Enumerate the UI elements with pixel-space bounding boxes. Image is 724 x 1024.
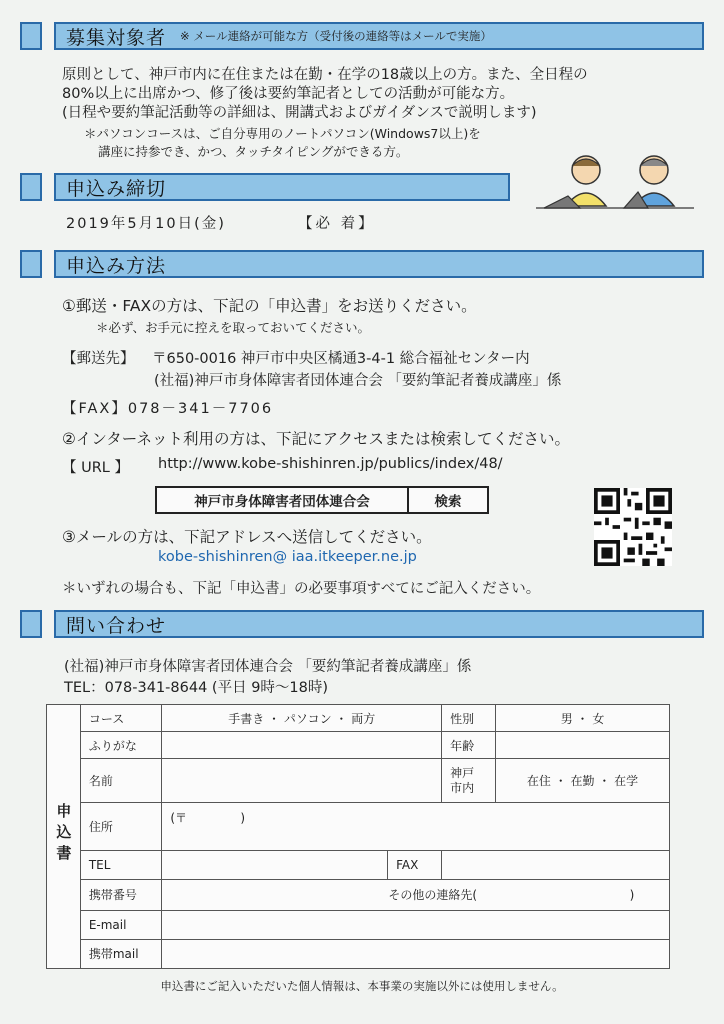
gender-label: 性別: [442, 705, 496, 732]
qr-code-icon[interactable]: [594, 488, 672, 566]
other-contact-label: その他の連絡先( ): [388, 888, 635, 903]
gender-options[interactable]: 男 ・ 女: [496, 705, 670, 732]
contact-title: 問い合わせ: [66, 614, 167, 637]
method-header-square: [20, 250, 42, 278]
fax-number: 【FAX】078－341－7706: [62, 401, 274, 417]
email-address-link[interactable]: kobe-shishinren@ iaa.itkeeper.ne.jp: [158, 549, 417, 565]
post-label: 【郵送先】: [62, 351, 135, 367]
course-options[interactable]: 手書き ・ パソコン ・ 両方: [162, 705, 442, 732]
tel-label: TEL: [80, 851, 162, 880]
form-side-label-text: 申込書: [54, 802, 73, 866]
method-note-all: ＊いずれの場合も、下記「申込書」の必要事項すべてにご記入ください。: [62, 581, 541, 597]
mobile-label: 携帯番号: [80, 880, 162, 910]
search-box: [155, 486, 489, 514]
address-label: 住所: [80, 803, 162, 851]
contact-header-square: [20, 610, 42, 638]
deadline-header-square: [20, 173, 42, 201]
recruit-header: [20, 22, 704, 52]
kobe-resident-options[interactable]: 在住 ・ 在勤 ・ 在学: [496, 759, 670, 803]
method-item-1: ①郵送・FAXの方は、下記の「申込書」をお送りください。: [62, 297, 477, 315]
deadline-header-bar: [54, 173, 510, 201]
tel-field[interactable]: [162, 851, 388, 880]
contact-tel: TEL：078-341-8644 (平日 9時～18時): [64, 680, 329, 696]
deadline-header: [20, 173, 520, 203]
people-laptop-illustration: [536, 150, 694, 232]
fax-field[interactable]: [442, 851, 670, 880]
website-url-link[interactable]: http://www.kobe-shishinren.jp/publics/index/48/: [158, 456, 503, 472]
url-label: 【 URL 】: [62, 460, 129, 476]
post-address-line-1: 〒650-0016 神戸市中央区橘通3-4-1 総合福祉センター内: [152, 351, 530, 367]
address-zip: (〒 ): [170, 811, 246, 826]
age-label: 年齢: [442, 732, 496, 759]
mobile-mail-field[interactable]: [162, 939, 670, 968]
method-item-2: ②インターネット利用の方は、下記にアクセスまたは検索してください。: [62, 430, 571, 448]
contact-header-bar: [54, 610, 704, 638]
method-header: [20, 250, 704, 280]
name-field[interactable]: [162, 759, 442, 803]
kobe-resident-label: [442, 759, 496, 803]
recruit-header-bar: [54, 22, 704, 50]
recruit-line-1: 原則として、神戸市内に在住または在勤・在学の18歳以上の方。また、全日程の: [62, 67, 588, 83]
address-field[interactable]: [162, 803, 670, 851]
privacy-footer: 申込書にご記入いただいた個人情報は、本事業の実施以外には使用しません。: [160, 979, 564, 993]
name-label: 名前: [80, 759, 162, 803]
application-form-table: [46, 704, 670, 969]
contact-org: (社福)神戸市身体障害者団体連合会 「要約筆記者養成講座」係: [64, 659, 472, 675]
deadline-date: 2019年5月10日(金): [66, 216, 226, 232]
other-contact-field[interactable]: [162, 880, 670, 910]
recruit-title: 募集対象者: [66, 26, 167, 49]
method-item-1-note: ＊必ず、お手元に控えを取っておいてください。: [96, 320, 371, 335]
recruit-line-3: (日程や要約筆記活動等の詳細は、開講式およびガイダンスで説明します): [62, 105, 537, 121]
method-item-3: ③メールの方は、下記アドレスへ送信してください。: [62, 528, 432, 546]
kobe-resident-label-text: 神戸市内: [450, 765, 475, 795]
post-address-line-2: (社福)神戸市身体障害者団体連合会 「要約筆記者養成講座」係: [154, 373, 562, 389]
email-label: E-mail: [80, 910, 162, 939]
deadline-must: 【必 着】: [298, 216, 376, 232]
furigana-label: ふりがな: [80, 732, 162, 759]
email-field[interactable]: [162, 910, 670, 939]
recruit-header-square: [20, 22, 42, 50]
method-header-bar: [54, 250, 704, 278]
search-keyword-field[interactable]: 神戸市身体障害者団体連合会: [157, 488, 409, 512]
mobile-mail-label: 携帯mail: [80, 939, 162, 968]
recruit-note: ※ メール連絡が可能な方（受付後の連絡等はメールで実施）: [180, 29, 492, 43]
fax-label: FAX: [388, 851, 442, 880]
form-side-label: [47, 705, 81, 969]
contact-header: [20, 610, 704, 640]
pc-course-line-1: ＊パソコンコースは、ご自分専用のノートパソコン(Windows7以上)を: [84, 126, 481, 141]
age-field[interactable]: [496, 732, 670, 759]
search-button[interactable]: 検索: [434, 494, 462, 510]
furigana-field[interactable]: [162, 732, 442, 759]
method-title: 申込み方法: [66, 254, 167, 277]
course-label: コース: [80, 705, 162, 732]
pc-course-line-2: 講座に持参でき、かつ、タッチタイピングができる方。: [98, 144, 409, 159]
recruit-line-2: 80%以上に出席かつ、修了後は要約筆記者としての活動が可能な方。: [62, 86, 515, 102]
deadline-title: 申込み締切: [66, 177, 167, 200]
